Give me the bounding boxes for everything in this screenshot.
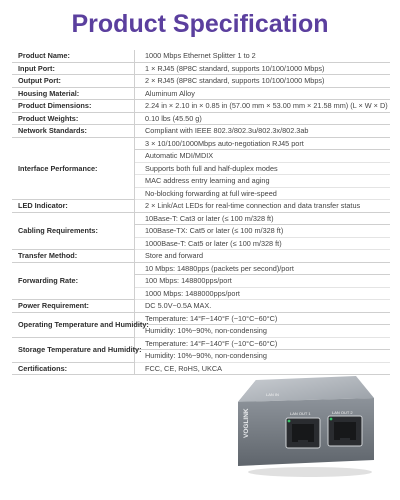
spec-table [12, 50, 390, 375]
spec-key: Product Weights: [12, 112, 135, 125]
spec-key: Power Requirement: [12, 300, 135, 313]
device-brand-text: VOGLINK [243, 408, 250, 438]
spec-value: 10 Mbps: 14880pps (packets per second)/port [135, 262, 391, 275]
spec-value: 2.24 in × 2.10 in × 0.85 in (57.00 mm × 53.00 mm × 21.58 mm) (L × W × D) [135, 100, 391, 113]
spec-key: Input Port: [12, 62, 135, 75]
spec-value: 1000 Mbps Ethernet Splitter 1 to 2 [135, 50, 391, 62]
device-port-label: LAN OUT 2 [332, 410, 353, 415]
spec-value: 2 × RJ45 (8P8C standard, supports 10/100/1000 Mbps) [135, 75, 391, 88]
spec-value: MAC address entry learning and aging [135, 175, 391, 188]
spec-row [12, 50, 390, 62]
device-port-label: LAN OUT 1 [290, 411, 311, 416]
spec-value: Temperature: 14°F~140°F (−10°C~60°C) [135, 312, 391, 325]
spec-row [12, 300, 390, 313]
spec-key: Product Dimensions: [12, 100, 135, 113]
spec-row [12, 62, 390, 75]
spec-value: 10Base-T: Cat3 or later (≤ 100 m/328 ft) [135, 212, 391, 225]
spec-value: 1000Base-T: Cat5 or later (≤ 100 m/328 ft) [135, 237, 391, 250]
spec-key: Output Port: [12, 75, 135, 88]
spec-key: Interface Performance: [12, 137, 135, 200]
spec-row [12, 125, 390, 138]
spec-value: Supports both full and half-duplex modes [135, 162, 391, 175]
spec-row [12, 212, 390, 225]
device-port-label: LAN IN [266, 392, 279, 397]
spec-key: Housing Material: [12, 87, 135, 100]
spec-row [12, 112, 390, 125]
spec-value: No-blocking forwarding at full wire-speed [135, 187, 391, 200]
spec-value: Automatic MDI/MDIX [135, 150, 391, 163]
ethernet-splitter-image [228, 368, 378, 478]
spec-row [12, 312, 390, 325]
spec-value: Humidity: 10%~90%, non-condensing [135, 350, 391, 363]
spec-row [12, 87, 390, 100]
spec-value: 100 Mbps: 148800pps/port [135, 275, 391, 288]
spec-row [12, 137, 390, 150]
spec-key: Storage Temperature and Humidity: [12, 337, 135, 362]
spec-row [12, 75, 390, 88]
spec-value: DC 5.0V~0.5A MAX. [135, 300, 391, 313]
spec-value: FCC, CE, RoHS, UKCA [135, 362, 391, 375]
spec-value: Compliant with IEEE 802.3/802.3u/802.3x/802.3ab [135, 125, 391, 138]
spec-value: 1 × RJ45 (8P8C standard, supports 10/100/1000 Mbps) [135, 62, 391, 75]
spec-key: Cabling Requirements: [12, 212, 135, 250]
spec-value: 3 × 10/100/1000Mbps auto-negotiation RJ45 port [135, 137, 391, 150]
spec-row [12, 250, 390, 263]
rj45-port-1 [286, 418, 320, 448]
page-title: Product Specification [71, 10, 329, 38]
spec-row [12, 337, 390, 350]
spec-value: 100Base-TX: Cat5 or later (≤ 100 m/328 ft) [135, 225, 391, 238]
rj45-port-2 [328, 416, 362, 446]
spec-key: Certifications: [12, 362, 135, 375]
spec-value: Humidity: 10%~90%, non-condensing [135, 325, 391, 338]
spec-value: Temperature: 14°F~140°F (−10°C~60°C) [135, 337, 391, 350]
spec-key: Forwarding Rate: [12, 262, 135, 300]
spec-value: Store and forward [135, 250, 391, 263]
spec-value: 2 × Link/Act LEDs for real-time connection and data transfer status [135, 200, 391, 213]
spec-value: 1000 Mbps: 1488000pps/port [135, 287, 391, 300]
spec-value: Aluminum Alloy [135, 87, 391, 100]
spec-row [12, 262, 390, 275]
spec-value: 0.10 lbs (45.50 g) [135, 112, 391, 125]
spec-key: Operating Temperature and Humidity: [12, 312, 135, 337]
spec-key: Network Standards: [12, 125, 135, 138]
spec-row [12, 100, 390, 113]
spec-row [12, 200, 390, 213]
spec-table-body [12, 50, 390, 375]
spec-key: LED Indicator: [12, 200, 135, 213]
spec-key: Transfer Method: [12, 250, 135, 263]
spec-key: Product Name: [12, 50, 135, 62]
